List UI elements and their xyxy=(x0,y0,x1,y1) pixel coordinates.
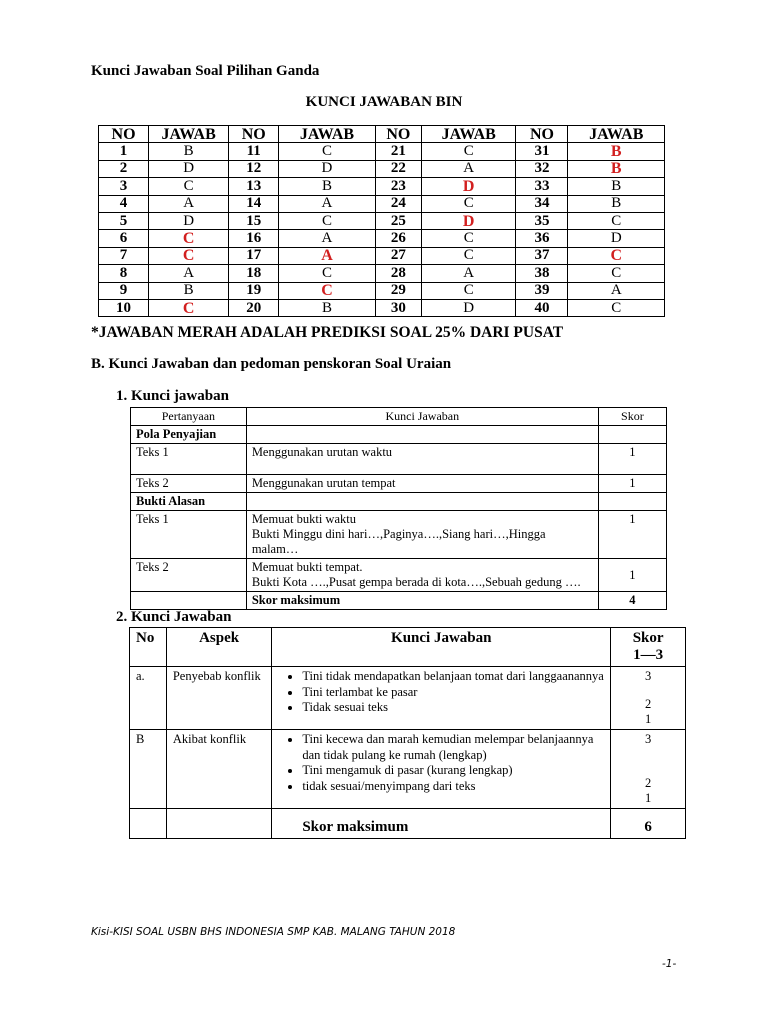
table-row xyxy=(99,195,665,212)
question-number: 31 xyxy=(516,143,568,160)
answer-letter: D xyxy=(149,212,229,229)
answer-list xyxy=(278,732,604,794)
question-number: 35 xyxy=(516,212,568,229)
answer-letter: C xyxy=(149,299,229,316)
header-no: NO xyxy=(516,126,568,143)
question-number: 14 xyxy=(229,195,279,212)
header-no: No xyxy=(130,628,167,667)
header-aspek: Aspek xyxy=(166,628,271,667)
answer-evidence: Bukti Minggu dini hari…,Paginya….,Siang hari…,Hingga malam… xyxy=(251,527,546,556)
answer-key-title: KUNCI JAWABAN BIN xyxy=(305,94,463,110)
header-skor: Skor xyxy=(598,408,666,426)
question-number: 21 xyxy=(375,143,421,160)
question-number: 13 xyxy=(229,178,279,195)
question-number: 32 xyxy=(516,160,568,177)
table-header-row xyxy=(99,126,665,143)
max-score-value: 6 xyxy=(611,809,686,839)
group-label: Pola Penyajian xyxy=(131,426,247,444)
header-no: NO xyxy=(229,126,279,143)
score-value: 1 xyxy=(644,712,652,726)
answer-evidence: Bukti Kota ….,Pusat gempa berada di kota….,Sebuah gedung …. xyxy=(251,575,581,589)
score-cell: 1 xyxy=(598,559,666,592)
aspect-cell: Akibat konflik xyxy=(166,730,271,809)
question-cell: Teks 1 xyxy=(131,511,247,559)
score-cell: 1 xyxy=(598,475,666,493)
document-title: Kunci Jawaban Soal Pilihan Ganda xyxy=(91,63,320,79)
header-kunci-jawaban: Kunci Jawaban xyxy=(246,408,598,426)
answer-letter: B xyxy=(149,143,229,160)
answer-letter: B xyxy=(568,178,665,195)
question-number: 33 xyxy=(516,178,568,195)
table-row xyxy=(131,559,667,592)
header-skor xyxy=(611,628,686,667)
question-number: 38 xyxy=(516,265,568,282)
list-item: • Tini mengamuk di pasar (kurang lengkap) xyxy=(302,763,604,779)
question-number: 34 xyxy=(516,195,568,212)
question-number: 37 xyxy=(516,247,568,264)
header-no: NO xyxy=(375,126,421,143)
answer-letter: C xyxy=(568,299,665,316)
list-item: • Tini kecewa dan marah kemudian melempar belanjaannya dan tidak pulang ke rumah (lengkap) xyxy=(302,732,604,763)
answer-letter: D xyxy=(421,299,516,316)
page-footer: Kisi-KISI SOAL USBN BHS INDONESIA SMP KAB. MALANG TAHUN 2018 xyxy=(91,926,456,938)
answer-letter: D xyxy=(149,160,229,177)
question-number: 12 xyxy=(229,160,279,177)
answer-letter: C xyxy=(568,265,665,282)
question-number: 4 xyxy=(99,195,149,212)
table-row xyxy=(99,160,665,177)
answer-letter: C xyxy=(149,178,229,195)
answer-letter: A xyxy=(149,195,229,212)
score-value: 2 xyxy=(644,776,652,790)
answer-letter: C xyxy=(279,282,375,299)
table-row xyxy=(131,475,667,493)
answer-letter: C xyxy=(421,282,516,299)
prediction-note: *JAWABAN MERAH ADALAH PREDIKSI SOAL 25% DARI PUSAT xyxy=(91,324,564,341)
answer-letter: A xyxy=(421,265,516,282)
question-number: 19 xyxy=(229,282,279,299)
table-row xyxy=(131,493,667,511)
header-kunci-jawaban: Kunci Jawaban xyxy=(272,628,611,667)
question-number: 28 xyxy=(375,265,421,282)
score-value: 3 xyxy=(644,669,652,683)
answer-letter: C xyxy=(568,247,665,264)
score-cell: 1 xyxy=(598,444,666,475)
question-number: 29 xyxy=(375,282,421,299)
list-item: • Tini terlambat ke pasar xyxy=(302,685,604,701)
essay-key-table-2 xyxy=(129,627,686,839)
question-number: 36 xyxy=(516,230,568,247)
group-label: Bukti Alasan xyxy=(131,493,247,511)
answer-letter: C xyxy=(421,230,516,247)
max-score-value: 4 xyxy=(598,592,666,610)
max-score-label: Skor maksimum xyxy=(272,809,611,839)
header-jawab: JAWAB xyxy=(149,126,229,143)
header-jawab: JAWAB xyxy=(421,126,516,143)
answer-letter: C xyxy=(279,143,375,160)
answer-letter: C xyxy=(421,247,516,264)
table-row xyxy=(99,299,665,316)
answer-letter: B xyxy=(568,195,665,212)
table-row xyxy=(99,143,665,160)
question-number: 18 xyxy=(229,265,279,282)
question-number: 1 xyxy=(99,143,149,160)
header-skor-label: Skor xyxy=(632,630,664,646)
score-value: 2 xyxy=(644,697,652,711)
question-cell: Teks 2 xyxy=(131,475,247,493)
question-number: 2 xyxy=(99,160,149,177)
subsection-1-heading: 1. Kunci jawaban xyxy=(116,388,229,404)
answer-cell xyxy=(246,559,598,592)
table-row xyxy=(130,667,686,730)
question-number: 25 xyxy=(375,212,421,229)
answer-line: Memuat bukti waktu xyxy=(251,512,356,526)
table-row xyxy=(99,230,665,247)
answer-letter: C xyxy=(279,265,375,282)
question-number: 15 xyxy=(229,212,279,229)
answer-letter: C xyxy=(421,143,516,160)
table-row xyxy=(131,444,667,475)
question-number: 39 xyxy=(516,282,568,299)
question-number: 3 xyxy=(99,178,149,195)
header-skor-range: 1—3 xyxy=(633,647,664,663)
question-cell: Teks 2 xyxy=(131,559,247,592)
table-row xyxy=(131,592,667,610)
table-row xyxy=(99,247,665,264)
answer-letter: C xyxy=(421,195,516,212)
question-number: 27 xyxy=(375,247,421,264)
header-no: NO xyxy=(99,126,149,143)
question-number: 17 xyxy=(229,247,279,264)
answer-letter: A xyxy=(568,282,665,299)
question-number: 22 xyxy=(375,160,421,177)
question-number: 16 xyxy=(229,230,279,247)
table-row xyxy=(130,809,686,839)
answer-cell: Menggunakan urutan waktu xyxy=(246,444,598,475)
list-item: • Tini tidak mendapatkan belanjaan tomat dari langgaanannya xyxy=(302,669,604,685)
page-number: -1- xyxy=(662,958,677,970)
question-number: 6 xyxy=(99,230,149,247)
answer-letter: C xyxy=(279,212,375,229)
answer-letter: B xyxy=(568,143,665,160)
score-value: 1 xyxy=(644,791,652,805)
answer-letter: D xyxy=(568,230,665,247)
answer-letter: B xyxy=(279,299,375,316)
score-cell: 1 xyxy=(598,511,666,559)
question-number: 23 xyxy=(375,178,421,195)
answer-letter: A xyxy=(279,247,375,264)
table-row xyxy=(99,282,665,299)
answer-letter: D xyxy=(279,160,375,177)
answer-letter: D xyxy=(421,212,516,229)
answer-letter: B xyxy=(279,178,375,195)
question-number: 20 xyxy=(229,299,279,316)
answer-cell xyxy=(272,730,611,809)
answer-list xyxy=(278,669,604,716)
table-row xyxy=(131,511,667,559)
answer-cell xyxy=(272,667,611,730)
row-number: B xyxy=(130,730,167,809)
table-row xyxy=(99,212,665,229)
header-jawab: JAWAB xyxy=(279,126,375,143)
table-row xyxy=(131,426,667,444)
answer-letter: C xyxy=(568,212,665,229)
header-pertanyaan: Pertanyaan xyxy=(131,408,247,426)
question-cell: Teks 1 xyxy=(131,444,247,475)
question-number: 24 xyxy=(375,195,421,212)
max-score-label: Skor maksimum xyxy=(246,592,598,610)
question-number: 26 xyxy=(375,230,421,247)
answer-cell: Menggunakan urutan tempat xyxy=(246,475,598,493)
question-number: 10 xyxy=(99,299,149,316)
answer-letter: B xyxy=(149,282,229,299)
table-row xyxy=(99,265,665,282)
answer-cell xyxy=(246,511,598,559)
row-number: a. xyxy=(130,667,167,730)
score-cell xyxy=(611,667,686,730)
score-value: 3 xyxy=(644,732,652,746)
answer-letter: C xyxy=(149,247,229,264)
answer-letter: D xyxy=(421,178,516,195)
question-number: 9 xyxy=(99,282,149,299)
score-cell xyxy=(611,730,686,809)
aspect-cell: Penyebab konflik xyxy=(166,667,271,730)
question-number: 30 xyxy=(375,299,421,316)
answer-letter: A xyxy=(279,230,375,247)
multiple-choice-answer-table xyxy=(98,125,665,317)
question-number: 40 xyxy=(516,299,568,316)
list-item: • tidak sesuai/menyimpang dari teks xyxy=(302,779,604,795)
answer-letter: C xyxy=(149,230,229,247)
table-header-row xyxy=(130,628,686,667)
table-header-row xyxy=(131,408,667,426)
table-row xyxy=(130,730,686,809)
question-number: 8 xyxy=(99,265,149,282)
question-number: 5 xyxy=(99,212,149,229)
answer-letter: A xyxy=(421,160,516,177)
answer-letter: A xyxy=(149,265,229,282)
subsection-2-heading: 2. Kunci Jawaban xyxy=(116,609,232,625)
question-number: 11 xyxy=(229,143,279,160)
answer-letter: B xyxy=(568,160,665,177)
answer-line: Memuat bukti tempat. xyxy=(251,560,363,574)
section-b-heading: B. Kunci Jawaban dan pedoman penskoran Soal Uraian xyxy=(91,356,452,372)
answer-letter: A xyxy=(279,195,375,212)
table-row xyxy=(99,178,665,195)
question-number: 7 xyxy=(99,247,149,264)
essay-key-table-1 xyxy=(130,407,667,610)
header-jawab: JAWAB xyxy=(568,126,665,143)
list-item: • Tidak sesuai teks xyxy=(302,700,604,716)
